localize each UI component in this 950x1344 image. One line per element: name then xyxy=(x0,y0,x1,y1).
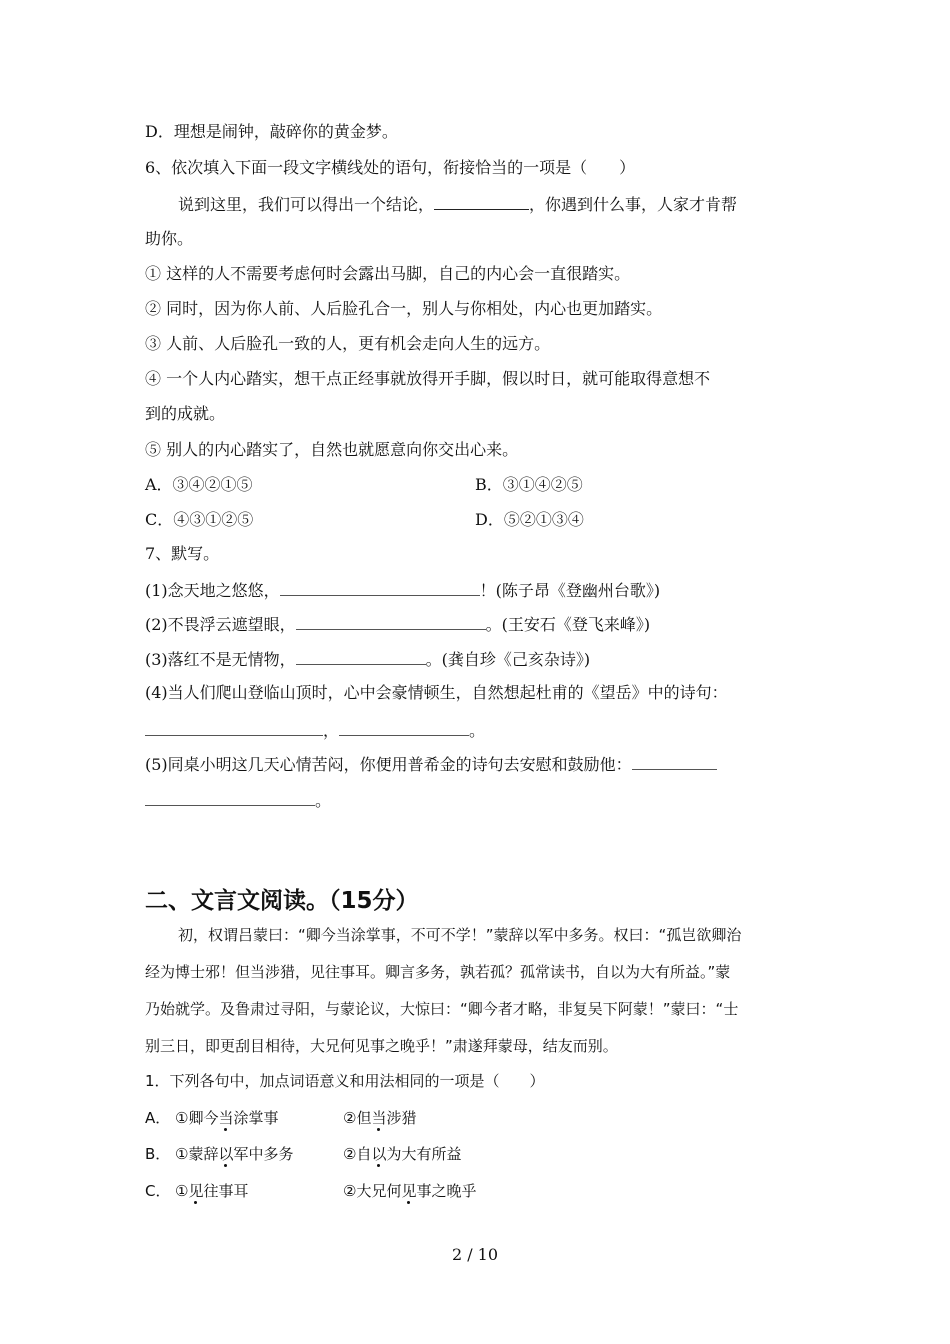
q6-option-row-2 xyxy=(145,510,584,530)
section-2-q1-option-b[interactable] xyxy=(145,1144,462,1164)
section-2-q1-stem: 1．下列各句中，加点词语意义和用法相同的一项是（ ） xyxy=(145,1072,545,1090)
q7-item-2 xyxy=(145,613,650,635)
classical-passage-line-1: 初，权谓吕蒙曰：“卿今当涂掌事，不可不学！”蒙辞以军中多务。权曰：“孤岂欲卿治 xyxy=(178,926,742,944)
q6-option-c[interactable]: C．④③①②⑤ xyxy=(145,510,254,529)
q7-item-3-text: (3)落红不是无情物， xyxy=(145,650,296,669)
q7-item-5-cont xyxy=(145,789,331,811)
q7-item-4: (4)当人们爬山登临山顶时，心中会豪情顿生，自然想起杜甫的《望岳》中的诗句： xyxy=(145,683,728,702)
section-2-q1-option-a[interactable] xyxy=(145,1108,417,1128)
q6-option-row-1 xyxy=(145,475,583,495)
option-b-item-1 xyxy=(175,1144,293,1164)
q7-item-1-text: (1)念天地之悠悠， xyxy=(145,581,280,600)
option-b-label: B． xyxy=(145,1145,171,1163)
dotted-word: 见 xyxy=(401,1182,417,1200)
text: ①蒙辞 xyxy=(175,1145,219,1163)
classical-passage-line-4: 别三日，即更刮目相待，大兄何见事之晚乎！”肃遂拜蒙母，结友而别。 xyxy=(145,1037,618,1055)
passage-part-a: 说到这里，我们可以得出一个结论， xyxy=(178,195,435,214)
option-a-label: A． xyxy=(145,1109,171,1127)
text: 为大有所益 xyxy=(386,1145,462,1163)
dotted-word: 以 xyxy=(218,1145,234,1163)
q7-item-3 xyxy=(145,648,590,670)
text: ②大兄何 xyxy=(343,1182,402,1200)
section-2-heading: 二、文言文阅读。（15分） xyxy=(145,888,419,914)
option-c-item-2 xyxy=(343,1181,476,1201)
dotted-word: 以 xyxy=(371,1145,387,1163)
text: ②但 xyxy=(343,1109,372,1127)
sentence-1: ① 这样的人不需要考虑何时会露出马脚，自己的内心会一直很踏实。 xyxy=(145,264,631,283)
text: 往事耳 xyxy=(203,1182,249,1200)
text: ①卿今 xyxy=(175,1109,219,1127)
text: ②自 xyxy=(343,1145,372,1163)
q7-item-2-source: 。(王安石《登飞来峰》) xyxy=(485,615,651,634)
dotted-word: 当 xyxy=(218,1109,234,1127)
text: 涂掌事 xyxy=(233,1109,279,1127)
passage-part-c: 助你。 xyxy=(145,229,194,248)
q7-item-5-text: (5)同桌小明这几天心情苦闷，你便用普希金的诗句去安慰和鼓励他： xyxy=(145,755,632,774)
q7-item-4-blank-2[interactable] xyxy=(339,719,469,736)
section-2-q1-option-c[interactable] xyxy=(145,1181,477,1201)
q7-item-1-blank[interactable] xyxy=(280,579,480,596)
passage-part-b: ，你遇到什么事，人家才肯帮 xyxy=(529,195,738,214)
q6-option-d[interactable]: D．⑤②①③④ xyxy=(475,510,584,529)
q7-item-3-blank[interactable] xyxy=(296,648,426,665)
classical-passage-line-3: 乃始就学。及鲁肃过寻阳，与蒙论议，大惊曰：“卿今者才略，非复吴下阿蒙！”蒙曰：“士 xyxy=(145,1000,739,1018)
q7-item-5-end: 。 xyxy=(315,791,332,810)
sentence-4-cont: 到的成就。 xyxy=(145,404,226,423)
sentence-2: ② 同时，因为你人前、人后脸孔合一，别人与你相处，内心也更加踏实。 xyxy=(145,299,663,318)
q7-item-4-blanks xyxy=(145,719,485,741)
option-d-line: D．理想是闹钟，敲碎你的黄金梦。 xyxy=(145,122,398,141)
option-a-item-2 xyxy=(343,1108,416,1128)
text: ① xyxy=(175,1182,189,1200)
q7-item-5-blank-2[interactable] xyxy=(145,789,315,806)
question-6-stem: 6、依次填入下面一段文字横线处的语句，衔接恰当的一项是（ ） xyxy=(145,158,636,177)
q6-option-a[interactable]: A．③④②①⑤ xyxy=(145,475,253,494)
q7-item-4-blank-1[interactable] xyxy=(145,719,323,736)
sentence-3: ③ 人前、人后脸孔一致的人，更有机会走向人生的远方。 xyxy=(145,334,551,353)
q7-item-5-blank-1[interactable] xyxy=(632,753,717,770)
question-6-passage xyxy=(178,193,737,215)
dotted-word: 见 xyxy=(188,1182,204,1200)
q7-item-2-text: (2)不畏浮云遮望眼， xyxy=(145,615,296,634)
q7-item-3-source: 。(龚自珍《己亥杂诗》) xyxy=(425,650,591,669)
text: 涉猎 xyxy=(386,1109,417,1127)
option-c-label: C． xyxy=(145,1182,171,1200)
q7-item-1-source: ！(陈子昂《登幽州台歌》) xyxy=(479,581,661,600)
option-c-item-1 xyxy=(175,1181,248,1201)
page-number: 2 / 10 xyxy=(451,1245,499,1264)
fill-blank[interactable] xyxy=(434,193,529,210)
q7-item-2-blank[interactable] xyxy=(296,613,486,630)
text: 军中多务 xyxy=(233,1145,294,1163)
sentence-5: ⑤ 别人的内心踏实了，自然也就愿意向你交出心来。 xyxy=(145,440,519,459)
q7-item-4-comma: ， xyxy=(323,721,340,740)
q7-item-4-end: 。 xyxy=(469,721,486,740)
q6-option-b[interactable]: B．③①④②⑤ xyxy=(475,475,583,494)
option-a-item-1 xyxy=(175,1108,278,1128)
question-7-stem: 7、默写。 xyxy=(145,544,220,563)
option-b-item-2 xyxy=(343,1144,461,1164)
q7-item-1 xyxy=(145,579,660,601)
classical-passage-line-2: 经为博士邪！但当涉猎，见往事耳。卿言多务，孰若孤？孤常读书，自以为大有所益。”蒙 xyxy=(145,963,731,981)
text: 事之晚乎 xyxy=(416,1182,477,1200)
sentence-4: ④ 一个人内心踏实，想干点正经事就放得开手脚，假以时日，就可能取得意想不 xyxy=(145,369,711,388)
q7-item-5 xyxy=(145,753,717,775)
dotted-word: 当 xyxy=(371,1109,387,1127)
